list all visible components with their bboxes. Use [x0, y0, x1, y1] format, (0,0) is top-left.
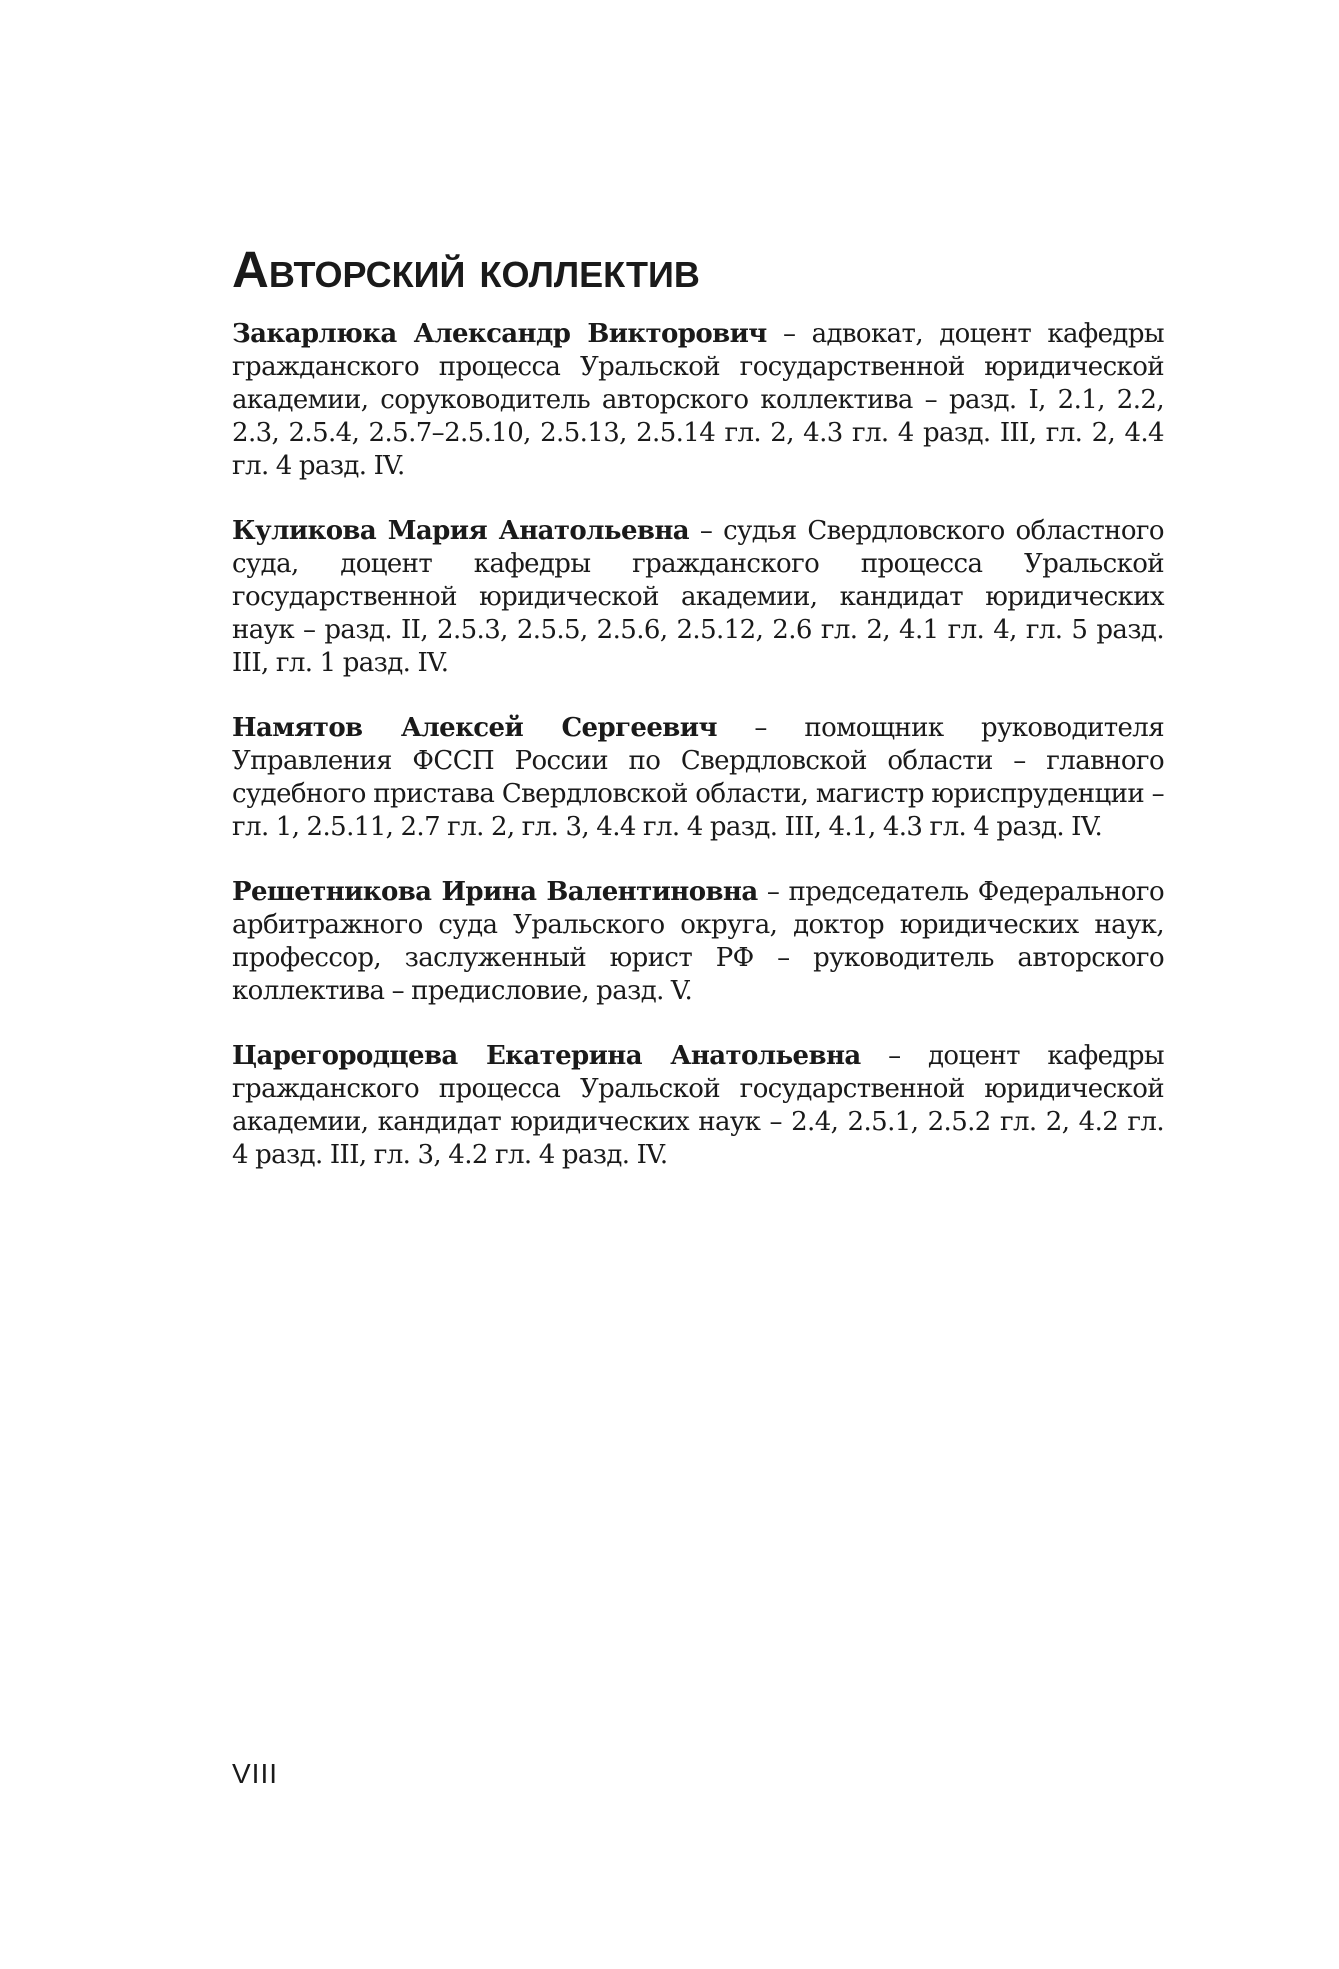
page-number: VIII [232, 1758, 279, 1789]
author-list [232, 318, 1164, 1204]
author-description: – доцент кафедры гражданского процесса Уральской государственной юридической академии, кандидат юридических наук – 2.4, 2.5.1, 2.5.2 гл. 2, 4.2 гл. 4 разд. III, гл. 3, 4.2 гл. 4 разд. IV. [232, 1041, 1164, 1170]
author-description: – председатель Федерального арбитражного суда Уральского округа, доктор юридических наук, профессор, заслуженный юрист РФ – руководитель авторского коллектива – предисловие, разд. V. [232, 877, 1164, 1006]
author-name: Закарлюка Александр Викторович [232, 319, 767, 349]
page-title: Авторский коллектив [232, 241, 700, 298]
author-description: – помощник руководителя Управления ФССП России по Свердловской области – главного судебного пристава Свердловской области, магистр юриспруденции – гл. 1, 2.5.11, 2.7 гл. 2, гл. 3, 4.4 гл. 4 разд. III, 4.1, 4.3 гл. 4 разд. IV. [232, 713, 1164, 842]
author-name: Царегородцева Екатерина Анатольевна [232, 1041, 861, 1071]
author-description: – адвокат, доцент кафедры гражданского процесса Уральской государственной юридической академии, соруководитель авторского коллектива – разд. I, 2.1, 2.2, 2.3, 2.5.4, 2.5.7–2.5.10, 2.5.13, 2.5.14 гл. 2, 4.3 гл. 4 разд. III, гл. 2, 4.4 гл. 4 разд. IV. [232, 319, 1164, 481]
author-name: Куликова Мария Анатольевна [232, 516, 690, 546]
author-description: – судья Свердловского областного суда, доцент кафедры гражданского процесса Уральской государственной юридической академии, кандидат юридических наук – разд. II, 2.5.3, 2.5.5, 2.5.6, 2.5.12, 2.6 гл. 2, 4.1 гл. 4, гл. 5 разд. III, гл. 1 разд. IV. [232, 516, 1164, 678]
author-entry [232, 712, 1164, 844]
author-entry [232, 318, 1164, 483]
author-entry [232, 876, 1164, 1008]
author-entry [232, 515, 1164, 680]
author-name: Намятов Алексей Сергеевич [232, 713, 717, 743]
author-entry [232, 1040, 1164, 1172]
author-name: Решетникова Ирина Валентиновна [232, 877, 758, 907]
